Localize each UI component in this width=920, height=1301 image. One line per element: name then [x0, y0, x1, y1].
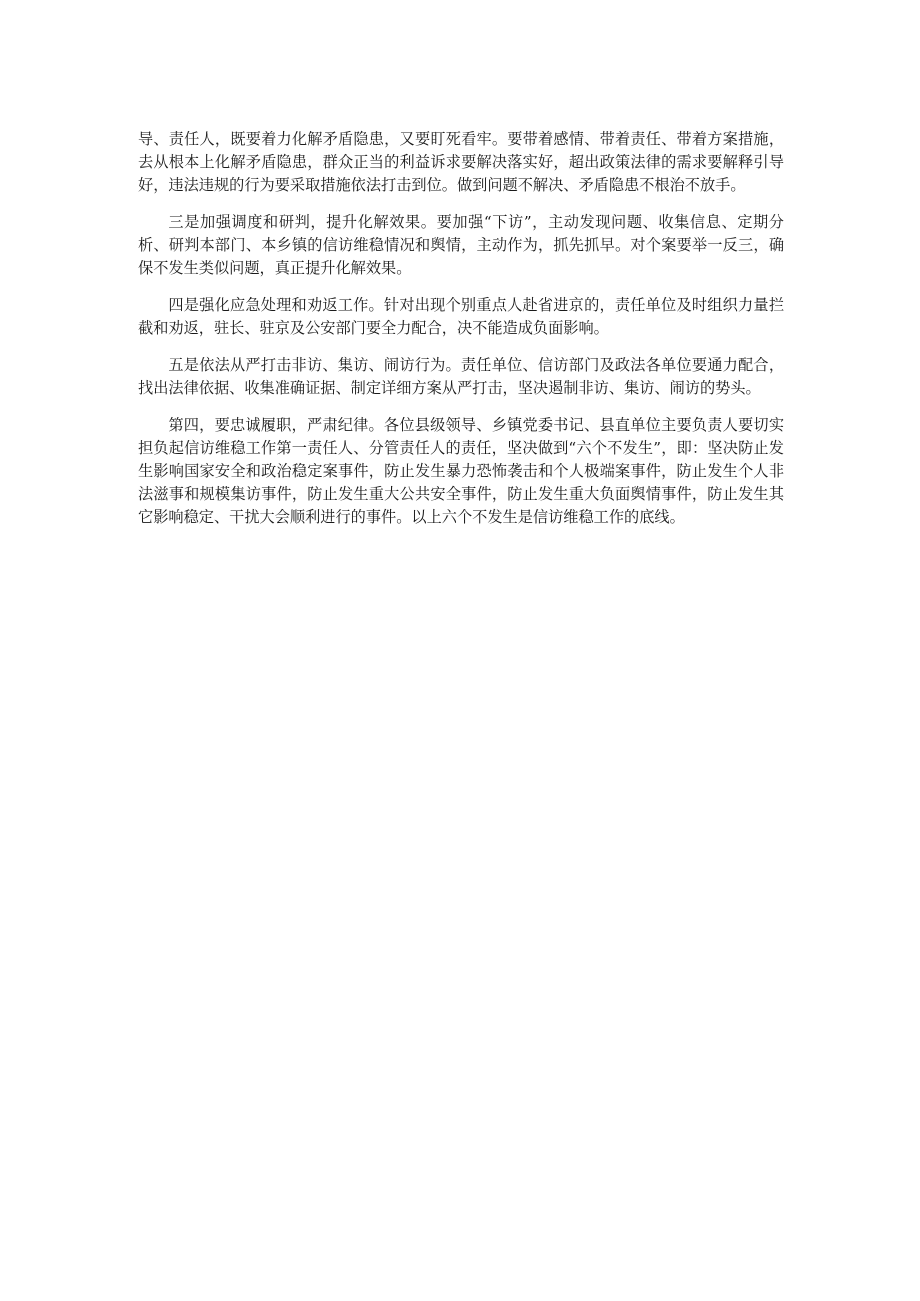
paragraph-continued: 导、责任人，既要着力化解矛盾隐患，又要盯死看牢。要带着感情、带着责任、带着方案措施，去从根本上化解矛盾隐患，群众正当的利益诉求要解决落实好，超出政策法律的需求要解释引导好，违法违规的行为要采取措施依法打击到位。做到问题不解决、矛盾隐患不根治不放手。: [138, 130, 784, 194]
paragraph-item-four: 四是强化应急处理和劝返工作。针对出现个别重点人赴省进京的，责任单位及时组织力量拦截和劝返，驻长、驻京及公安部门要全力配合，决不能造成负面影响。: [138, 296, 784, 337]
document-body: [138, 128, 784, 543]
paragraph-item-five: 五是依法从严打击非访、集访、闹访行为。责任单位、信访部门及政法各单位要通力配合，找出法律依据、收集准确证据、制定详细方案从严打击，坚决遏制非访、集访、闹访的势头。: [138, 356, 784, 397]
paragraph-item-three: 三是加强调度和研判，提升化解效果。要加强“下访”，主动发现问题、收集信息、定期分析、研判本部门、本乡镇的信访维稳情况和舆情，主动作为，抓先抓早。对个案要举一反三，确保不发生类似问题，真正提升化解效果。: [138, 213, 784, 277]
paragraph-section-four: 第四，要忠诚履职，严肃纪律。各位县级领导、乡镇党委书记、县直单位主要负责人要切实担负起信访维稳工作第一责任人、分管责任人的责任，坚决做到“六个不发生”，即：坚决防止发生影响国家安全和政治稳定案事件，防止发生暴力恐怖袭击和个人极端案事件，防止发生个人非法滋事和规模集访事件，防止发生重大公共安全事件，防止发生重大负面舆情事件，防止发生其它影响稳定、干扰大会顺利进行的事件。以上六个不发生是信访维稳工作的底线。: [138, 416, 784, 526]
